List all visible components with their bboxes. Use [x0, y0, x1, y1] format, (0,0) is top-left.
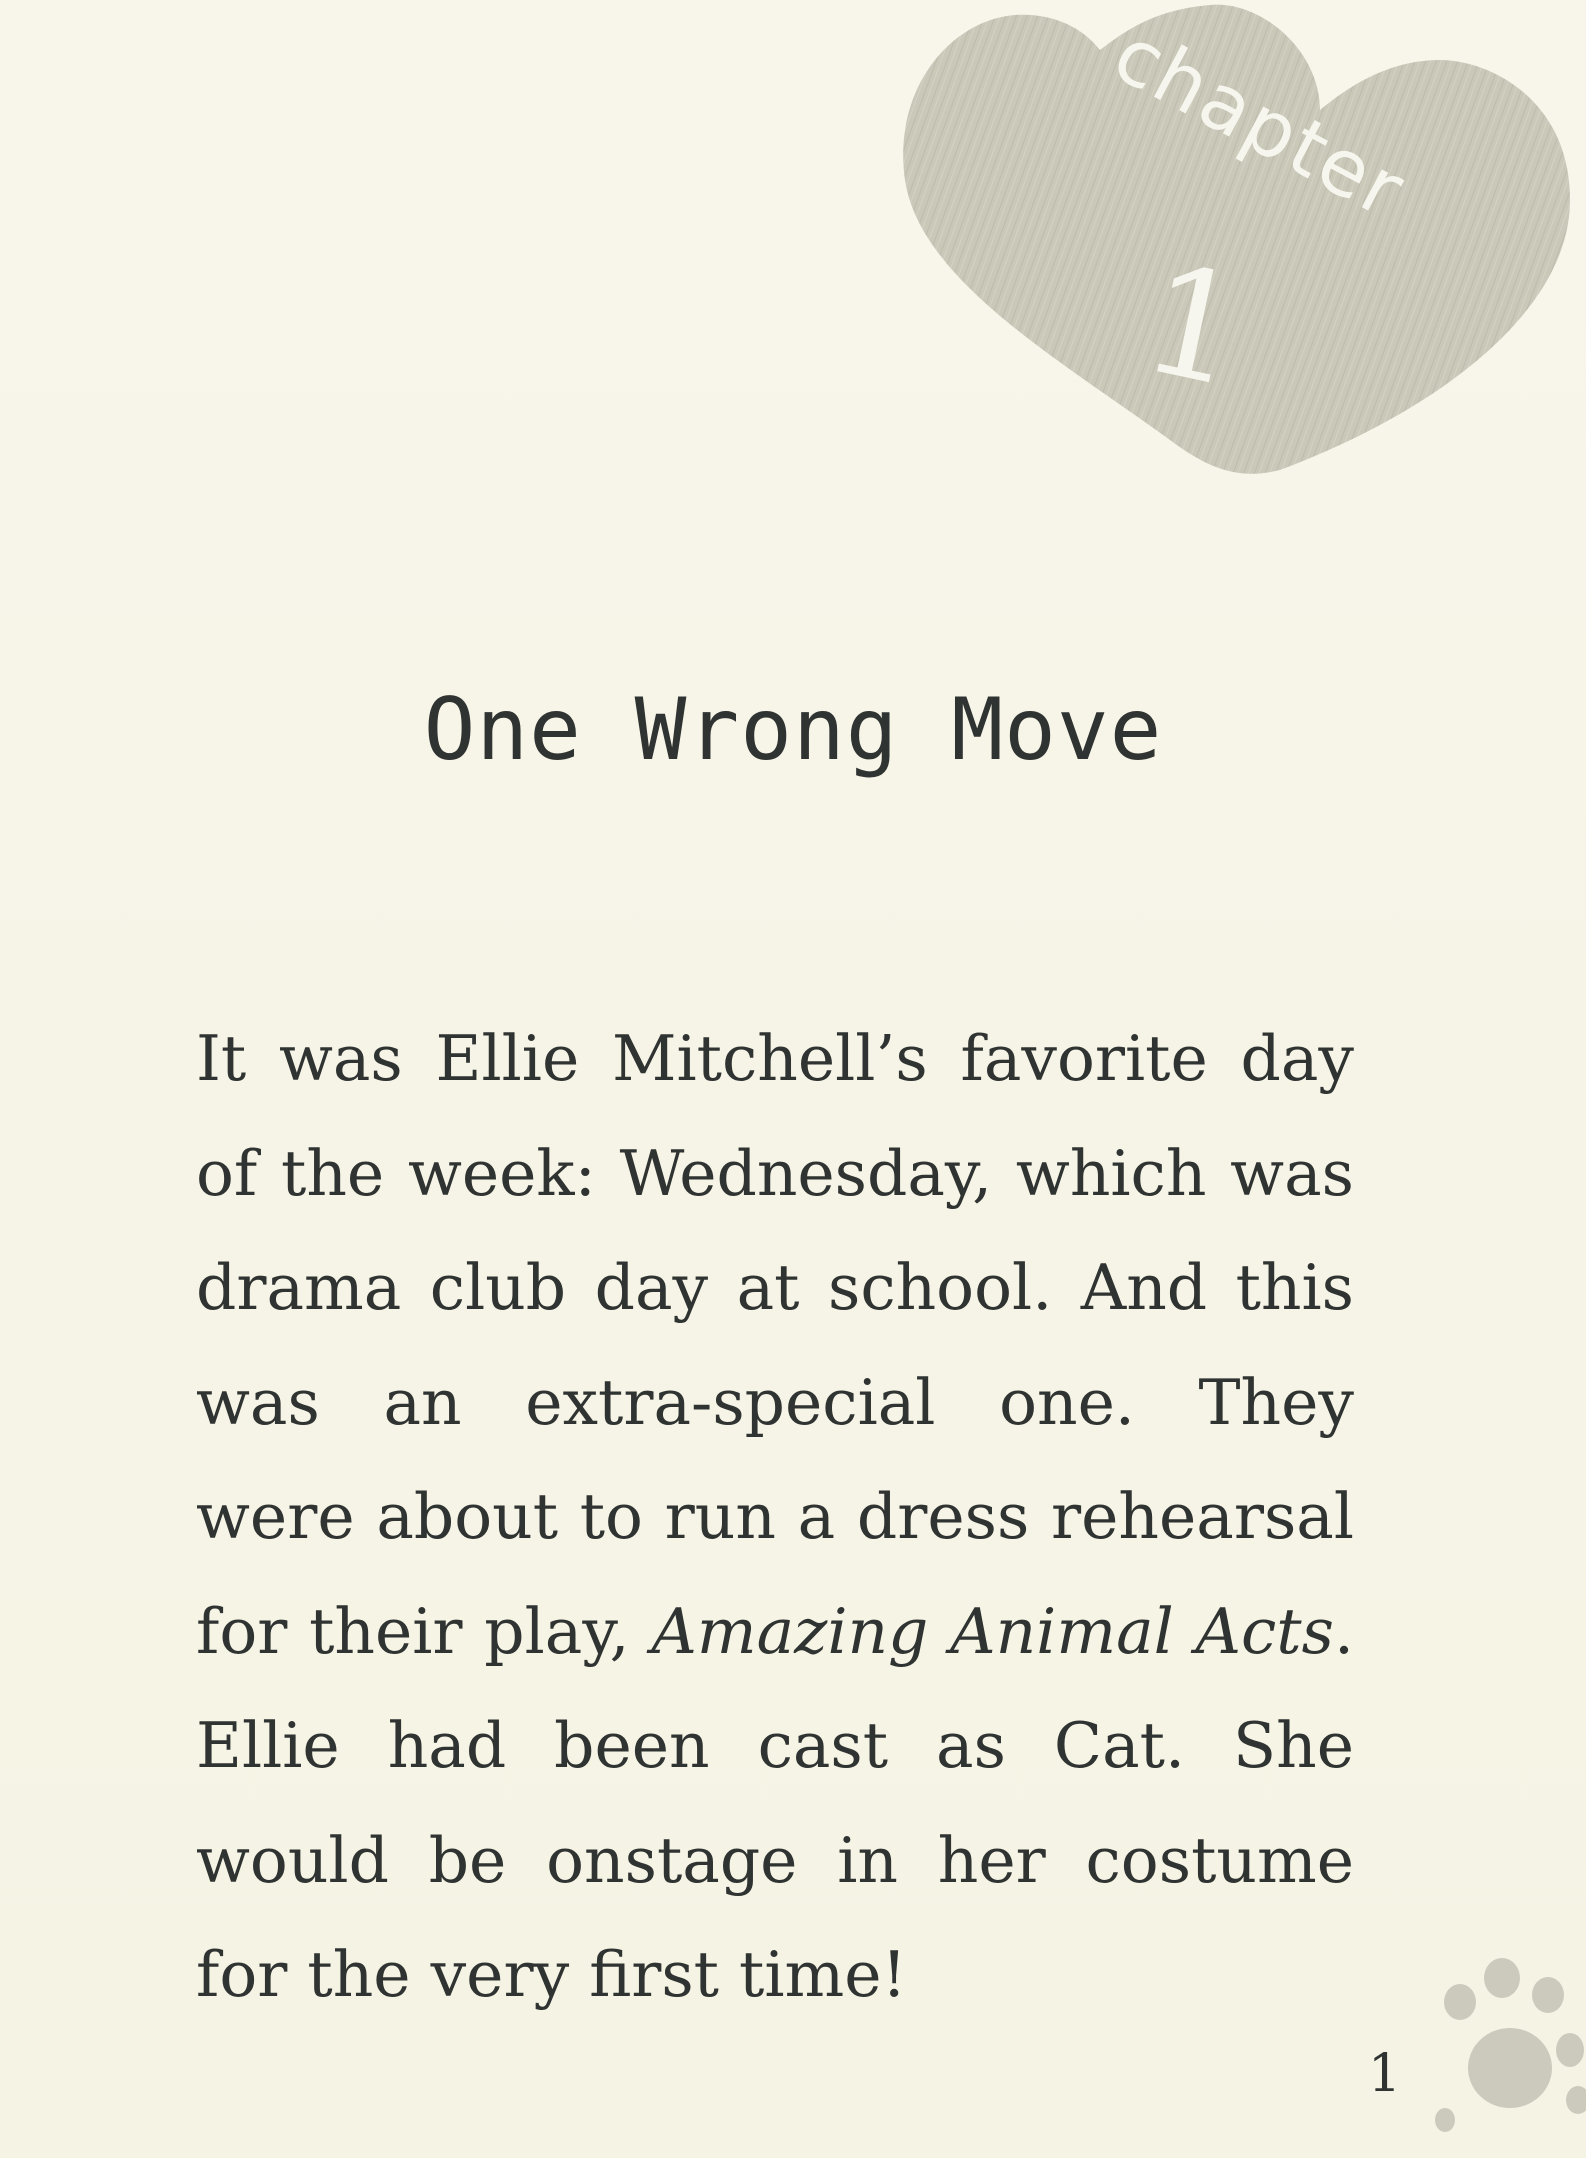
paragraph-text-end: . Ellie had been cast as Cat. She would be onstage in her costume for the very first time!	[196, 1594, 1354, 2011]
chapter-title: One Wrong Move	[423, 680, 1163, 780]
heart-icon	[880, 0, 1580, 500]
body-paragraph	[196, 1002, 1354, 2033]
chapter-number: 1	[1128, 231, 1259, 422]
paragraph-text-start: It was Ellie Mitchell’s favorite day of the week: Wednesday, which was drama club day at school. And this was an extra-special one. They were about to run a dress rehearsal for their play,	[196, 1022, 1354, 1668]
chapter-badge	[880, 0, 1580, 500]
play-title: Amazing Animal Acts	[651, 1594, 1334, 1668]
paw-print-decoration	[1430, 1950, 1586, 2150]
paw-print-icon	[1430, 1950, 1586, 2150]
page-number: 1	[1368, 2044, 1402, 2104]
chapter-label: chapter	[1099, 9, 1419, 237]
